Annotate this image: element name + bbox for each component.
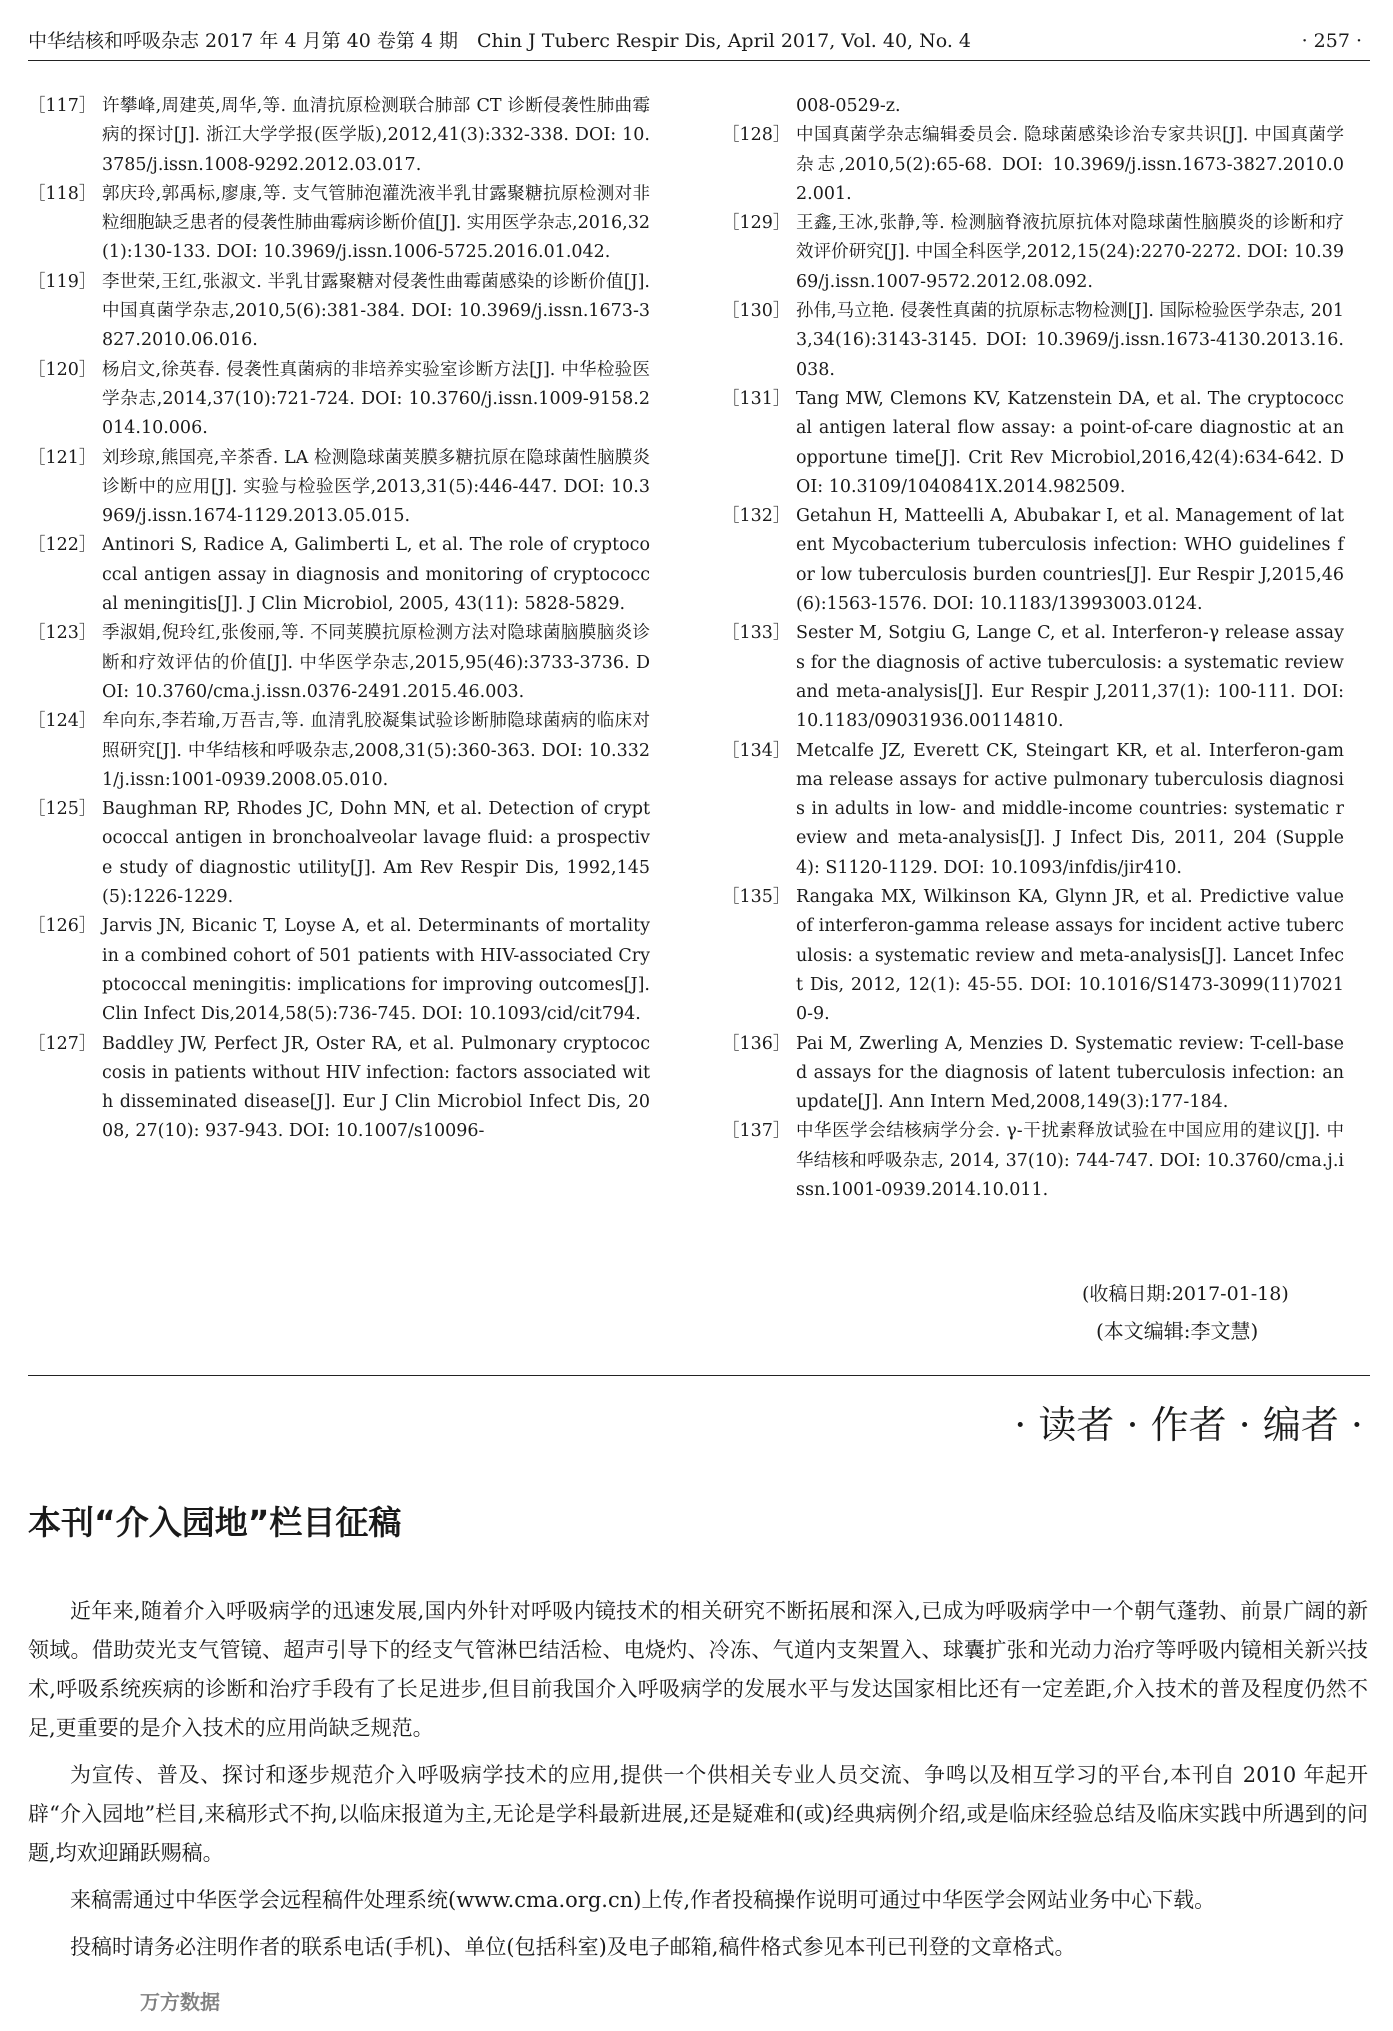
reference-item — [722, 297, 1344, 385]
reference-text: Pai M, Zwerling A, Menzies D. Systematic review: T-cell-based assays for the diagnosis of latent tuberculosis infection: an update[J]. Ann Intern Med,2008,149(3):177-184. — [796, 1033, 1344, 1113]
reference-number: ［132］ — [722, 506, 791, 527]
reference-item — [28, 912, 650, 1029]
reference-item — [28, 356, 650, 444]
reference-item — [28, 531, 650, 619]
reference-number: ［130］ — [722, 301, 791, 322]
reference-item — [28, 268, 650, 356]
watermark: 万方数据 — [140, 1990, 220, 2014]
reference-text: 王鑫,王冰,张静,等. 检测脑脊液抗原抗体对隐球菌性脑膜炎的诊断和疗效评价研究[J]. 中国全科医学,2012,15(24):2270-2272. DOI: 10.3969/j.issn.1007-9572.2012.08.092. — [796, 213, 1344, 292]
reference-item — [28, 619, 650, 707]
reference-item — [722, 619, 1344, 736]
reference-item — [722, 92, 1344, 121]
reference-number: ［131］ — [722, 388, 791, 409]
article-paragraph: 近年来,随着介入呼吸病学的迅速发展,国内外针对呼吸内镜技术的相关研究不断拓展和深入,已成为呼吸病学中一个朝气蓬勃、前景广阔的新领域。借助荧光支气管镜、超声引导下的经支气管淋巴结活检、电烧灼、冷冻、气道内支架置入、球囊扩张和光动力治疗等呼吸内镜相关新兴技术,呼吸系统疾病的诊断和治疗手段有了长足进步,但目前我国介入呼吸病学的发展水平与发达国家相比还有一定差距,介入技术的普及程度仍然不足,更重要的是介入技术的应用尚缺乏规范。 — [28, 1599, 1368, 1740]
reference-number: ［137］ — [722, 1121, 791, 1142]
reference-number: ［122］ — [28, 535, 97, 556]
article-paragraph: 为宣传、普及、探讨和逐步规范介入呼吸病学技术的应用,提供一个供相关专业人员交流、争鸣以及相互学习的平台,本刊自 2010 年起开辟“介入园地”栏目,来稿形式不拘,以临床报道为主,无论是学科最新进展,还是疑难和(或)经典病例介绍,或是临床经验总结及临床实践中所遇到的问题,均欢迎踊跃赐稿。 — [28, 1763, 1368, 1865]
reference-text: Metcalfe JZ, Everett CK, Steingart KR, et al. Interferon-gamma release assays for active pulmonary tuberculosis diagnosis in adults in low- and middle-income countries: systematic review and meta-analysis[J]. J Infect Dis, 2011, 204 (Supple 4): S1120-1129. DOI: 10.1093/infdis/jir410. — [796, 740, 1344, 878]
reference-item — [28, 707, 650, 795]
reference-text: 中华医学会结核病学分会. γ-干扰素释放试验在中国应用的建议[J]. 中华结核和呼吸杂志, 2014, 37(10): 744-747. DOI: 10.3760/cma.j.issn.1001-0939.2014.10.011. — [796, 1121, 1344, 1200]
reference-item — [722, 385, 1344, 502]
article-body — [28, 1592, 1368, 1975]
reference-number: ［117］ — [28, 96, 97, 116]
editor-note: (本文编辑:李文慧) — [1096, 1319, 1259, 1343]
article-title: 本刊“介入园地”栏目征稿 — [28, 1503, 402, 1542]
reference-number: ［128］ — [722, 125, 791, 146]
reference-item — [722, 121, 1344, 209]
page-number: · 257 · — [1301, 30, 1362, 52]
reference-item — [722, 502, 1344, 619]
references-right-column — [722, 92, 1344, 1205]
section-divider — [28, 1375, 1370, 1376]
reference-text: Jarvis JN, Bicanic T, Loyse A, et al. Determinants of mortality in a combined cohort of 501 patients with HIV-associated Cryptococcal meningitis: implications for improving outcomes[J]. Clin Infect Dis,2014,58(5):736-745. DOI: 10.1093/cid/cit794. — [102, 916, 650, 1025]
reference-number: ［118］ — [28, 183, 97, 204]
reference-item — [28, 92, 650, 180]
reference-text: 李世荣,王红,张淑文. 半乳甘露聚糖对侵袭性曲霉菌感染的诊断价值[J]. 中国真菌学杂志,2010,5(6):381-384. DOI: 10.3969/j.issn.1673-3827.2010.06.016. — [102, 271, 650, 351]
reference-number: ［129］ — [722, 213, 791, 234]
reference-number: ［120］ — [28, 359, 97, 380]
reference-number: ［124］ — [28, 711, 97, 732]
reference-text: Antinori S, Radice A, Galimberti L, et al. The role of cryptococcal antigen assay in diagnosis and monitoring of cryptococcal meningitis[J]. J Clin Microbiol, 2005, 43(11): 5828-5829. — [102, 535, 650, 615]
article-paragraph: 投稿时请务必注明作者的联系电话(手机)、单位(包括科室)及电子邮箱,稿件格式参见本刊已刊登的文章格式。 — [70, 1935, 1076, 1959]
reference-text: 杨启文,徐英春. 侵袭性真菌病的非培养实验室诊断方法[J]. 中华检验医学杂志,2014,37(10):721-724. DOI: 10.3760/j.issn.1009-9158.2014.10.006. — [102, 359, 650, 439]
reference-text: Rangaka MX, Wilkinson KA, Glynn JR, et al. Predictive value of interferon-gamma release assays for incident active tuberculosis: a systematic review and meta-analysis[J]. Lancet Infect Dis, 2012, 12(1): 45-55. DOI: 10.1016/S1473-3099(11)70210-9. — [796, 887, 1344, 1025]
reference-item — [28, 795, 650, 912]
reference-item — [28, 180, 650, 268]
reference-text: Sester M, Sotgiu G, Lange C, et al. Interferon-γ release assays for the diagnosis of active tuberculosis: a systematic review and meta-analysis[J]. Eur Respir J,2011,37(1): 100-111. DOI: 10.1183/09031936.00114810. — [796, 623, 1344, 732]
running-header — [28, 26, 1370, 61]
article-paragraph: 来稿需通过中华医学会远程稿件处理系统(www.cma.org.cn)上传,作者投稿操作说明可通过中华医学会网站业务中心下载。 — [70, 1888, 1216, 1912]
reference-text: Tang MW, Clemons KV, Katzenstein DA, et al. The cryptococcal antigen lateral flow assay: a point-of-care diagnostic at an opportune time[J]. Crit Rev Microbiol,2016,42(4):634-642. DOI: 10.3109/1040841X.2014.982509. — [796, 388, 1344, 497]
reference-number: ［123］ — [28, 623, 97, 644]
reference-text: 季淑娟,倪玲红,张俊丽,等. 不同荚膜抗原检测方法对隐球菌脑膜脑炎诊断和疗效评估的价值[J]. 中华医学杂志,2015,95(46):3733-3736. DOI: 10.3760/cma.j.issn.0376-2491.2015.46.003. — [102, 623, 650, 702]
reference-text: 孙伟,马立艳. 侵袭性真菌的抗原标志物检测[J]. 国际检验医学杂志, 2013,34(16):3143-3145. DOI: 10.3969/j.issn.1673-4130.2013.16.038. — [796, 301, 1345, 380]
reference-item — [722, 1030, 1344, 1118]
reference-number: ［127］ — [28, 1033, 97, 1054]
reference-number: ［135］ — [722, 887, 791, 908]
journal-citation: 中华结核和呼吸杂志 2017 年 4 月第 40 卷第 4 期 Chin J Tuberc Respir Dis, April 2017, Vol. 40, No. 4 — [28, 30, 972, 52]
reference-item — [28, 444, 650, 532]
section-label: · 读者 · 作者 · 编者 · — [1014, 1403, 1363, 1447]
reference-text: Getahun H, Matteelli A, Abubakar I, et al. Management of latent Mycobacterium tuberculosis infection: WHO guidelines for low tuberculosis burden countries[J]. Eur Respir J,2015,46(6):1563-1576. DOI: 10.1183/13993003.0124. — [796, 506, 1344, 615]
reference-number: ［126］ — [28, 916, 97, 937]
received-date: (收稿日期:2017-01-18) — [1082, 1283, 1289, 1305]
reference-text: 牟向东,李若瑜,万吾吉,等. 血清乳胶凝集试验诊断肺隐球菌病的临床对照研究[J]. 中华结核和呼吸杂志,2008,31(5):360-363. DOI: 10.3321/j.issn:1001-0939.2008.05.010. — [102, 711, 650, 790]
references-left-column — [28, 92, 650, 1147]
reference-text: 008-0529-z. — [796, 96, 901, 116]
reference-number: ［121］ — [28, 447, 97, 468]
reference-text: Baughman RP, Rhodes JC, Dohn MN, et al. Detection of cryptococcal antigen in bronchoalveolar lavage fluid: a prospective study of diagnostic utility[J]. Am Rev Respir Dis, 1992,145(5):1226-1229. — [102, 799, 650, 908]
reference-number: ［119］ — [28, 271, 97, 292]
reference-number: ［136］ — [722, 1033, 791, 1054]
reference-number: ［133］ — [722, 623, 791, 644]
reference-number: ［134］ — [722, 740, 791, 761]
reference-item — [722, 209, 1344, 297]
reference-text: Baddley JW, Perfect JR, Oster RA, et al. Pulmonary cryptococcosis in patients without HIV infection: factors associated with disseminated disease[J]. Eur J Clin Microbiol Infect Dis, 2008, 27(10): 937-943. DOI: 10.1007/s10096- — [102, 1033, 650, 1142]
reference-number: ［125］ — [28, 799, 97, 820]
reference-item — [722, 737, 1344, 883]
reference-text: 中国真菌学杂志编辑委员会. 隐球菌感染诊治专家共识[J]. 中国真菌学杂志,2010,5(2):65-68. DOI: 10.3969/j.issn.1673-3827.2010.02.001. — [796, 125, 1344, 204]
reference-text: 许攀峰,周建英,周华,等. 血清抗原检测联合肺部 CT 诊断侵袭性肺曲霉病的探讨[J]. 浙江大学学报(医学版),2012,41(3):332-338. DOI: 10.3785/j.issn.1008-9292.2012.03.017. — [102, 96, 650, 175]
reference-item — [722, 1117, 1344, 1205]
reference-item — [28, 1030, 650, 1147]
reference-text: 刘珍琼,熊国亮,辛茶香. LA 检测隐球菌荚膜多糖抗原在隐球菌性脑膜炎诊断中的应用[J]. 实验与检验医学,2013,31(5):446-447. DOI: 10.3969/j.issn.1674-1129.2013.05.015. — [102, 447, 650, 527]
reference-item — [722, 883, 1344, 1029]
reference-text: 郭庆玲,郭禹标,廖康,等. 支气管肺泡灌洗液半乳甘露聚糖抗原检测对非粒细胞缺乏患者的侵袭性肺曲霉病诊断价值[J]. 实用医学杂志,2016,32(1):130-133. DOI: 10.3969/j.issn.1006-5725.2016.01.042. — [102, 183, 650, 263]
